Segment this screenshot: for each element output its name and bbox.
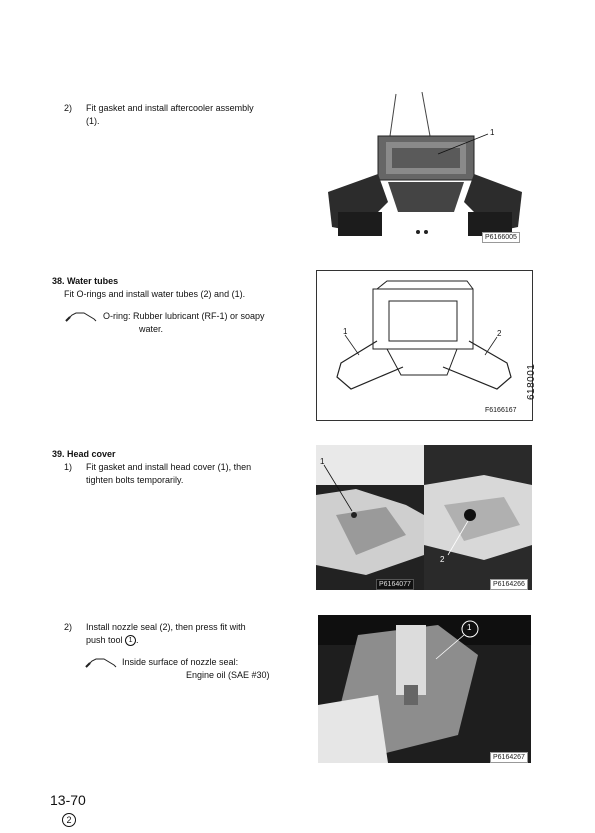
step-text: Fit gasket and install aftercooler assembly [86,103,254,113]
step-text: tighten bolts temporarily. [86,475,184,485]
nozzle-photo [424,445,532,590]
figure-aftercooler [318,92,532,244]
callout-2: 2 [440,555,445,564]
figure-nozzle [424,445,532,590]
aftercooler-drawing [318,92,532,244]
step-number: 2) [64,622,73,632]
note-text: water. [139,324,164,334]
figure-water-tubes [316,270,533,421]
push-tool-photo [318,615,531,763]
step-text-part: push tool [86,635,123,645]
revision-number: 2 [62,813,76,827]
step-text: Fit gasket and install head cover (1), then [86,462,252,472]
note-text: Engine oil (SAE #30) [186,670,270,680]
period: . [136,635,139,645]
revision-badge [62,810,76,828]
page-number: 13-70 [50,792,86,808]
step-text [86,634,139,647]
callout-1: 1 [343,327,348,336]
tool-number: 1 [125,635,136,646]
callout-2: 2 [497,329,502,338]
note-text: Inside surface of nozzle seal: [122,657,239,667]
section-title: 38. Water tubes [52,276,119,286]
step-text: (1). [86,116,100,126]
note-text: O-ring: Rubber lubricant (RF-1) or soapy [103,311,265,321]
figure-label: P6164267 [490,752,528,763]
document-code: 618001 [526,363,537,400]
figure-label: F6166167 [485,407,517,414]
figure-label: P6164077 [376,579,414,590]
head-cover-photo [316,445,424,590]
lubricant-icon [64,310,98,322]
callout-1: 1 [490,128,495,137]
section-title: 39. Head cover [52,449,116,459]
callout-1: 1 [320,457,325,466]
step-number: 1) [64,462,73,472]
figure-label: P6164266 [490,579,528,590]
water-tubes-drawing [317,271,532,420]
lubricant-icon [84,656,118,668]
callout-1: 1 [467,623,472,632]
step-text: Install nozzle seal (2), then press fit with [86,622,246,632]
step-text: Fit O-rings and install water tubes (2) and (1). [64,289,246,299]
figure-head-cover [316,445,424,590]
figure-label: P6166005 [482,232,520,243]
step-number: 2) [64,103,73,113]
figure-push-tool [318,615,531,763]
